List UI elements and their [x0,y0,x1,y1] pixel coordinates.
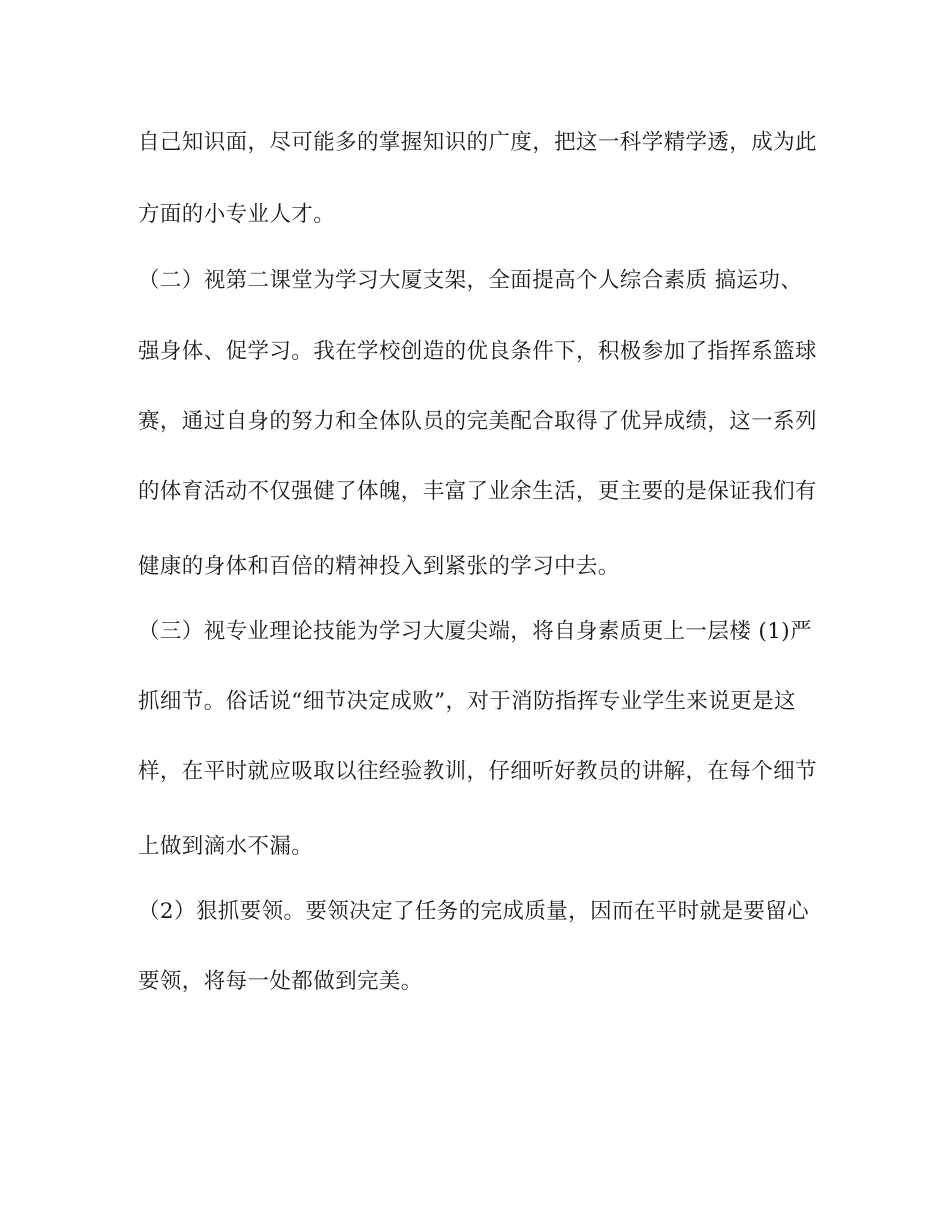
text-line-4: 强身体、促学习。我在学校创造的优良条件下，积极参加了指挥系篮球 [138,339,817,364]
text-line-12: （2）狠抓要领。要领决定了任务的完成质量，因而在平时就是要留心 [138,899,810,924]
text-line-8: （三）视专业理论技能为学习大厦尖端，将自身素质更上一层楼 (1)严 [138,619,812,644]
text-line-6: 的体育活动不仅强健了体魄，丰富了业余生活，更主要的是保证我们有 [138,479,817,504]
text-line-3: （二）视第二课堂为学习大厦支架，全面提高个人综合素质 搞运功、 [138,268,803,293]
text-line-2: 方面的小专业人才。 [138,202,336,227]
text-line-13: 要领，将每一处都做到完美。 [138,969,423,994]
text-line-5: 赛，通过自身的努力和全体队员的完美配合取得了优异成绩，这一系列 [138,409,817,434]
text-line-11: 上做到滴水不漏。 [138,834,314,859]
text-line-9: 抓细节。俗话说“细节决定成败”，对于消防指挥专业学生来说更是这 [138,689,796,714]
text-line-1: 自己知识面，尽可能多的掌握知识的广度，把这一科学精学透，成为此 [138,130,817,155]
text-line-7: 健康的身体和百倍的精神投入到紧张的学习中去。 [138,554,620,579]
text-line-10: 样，在平时就应吸取以往经验教训，仔细听好教员的讲解，在每个细节 [138,759,817,784]
